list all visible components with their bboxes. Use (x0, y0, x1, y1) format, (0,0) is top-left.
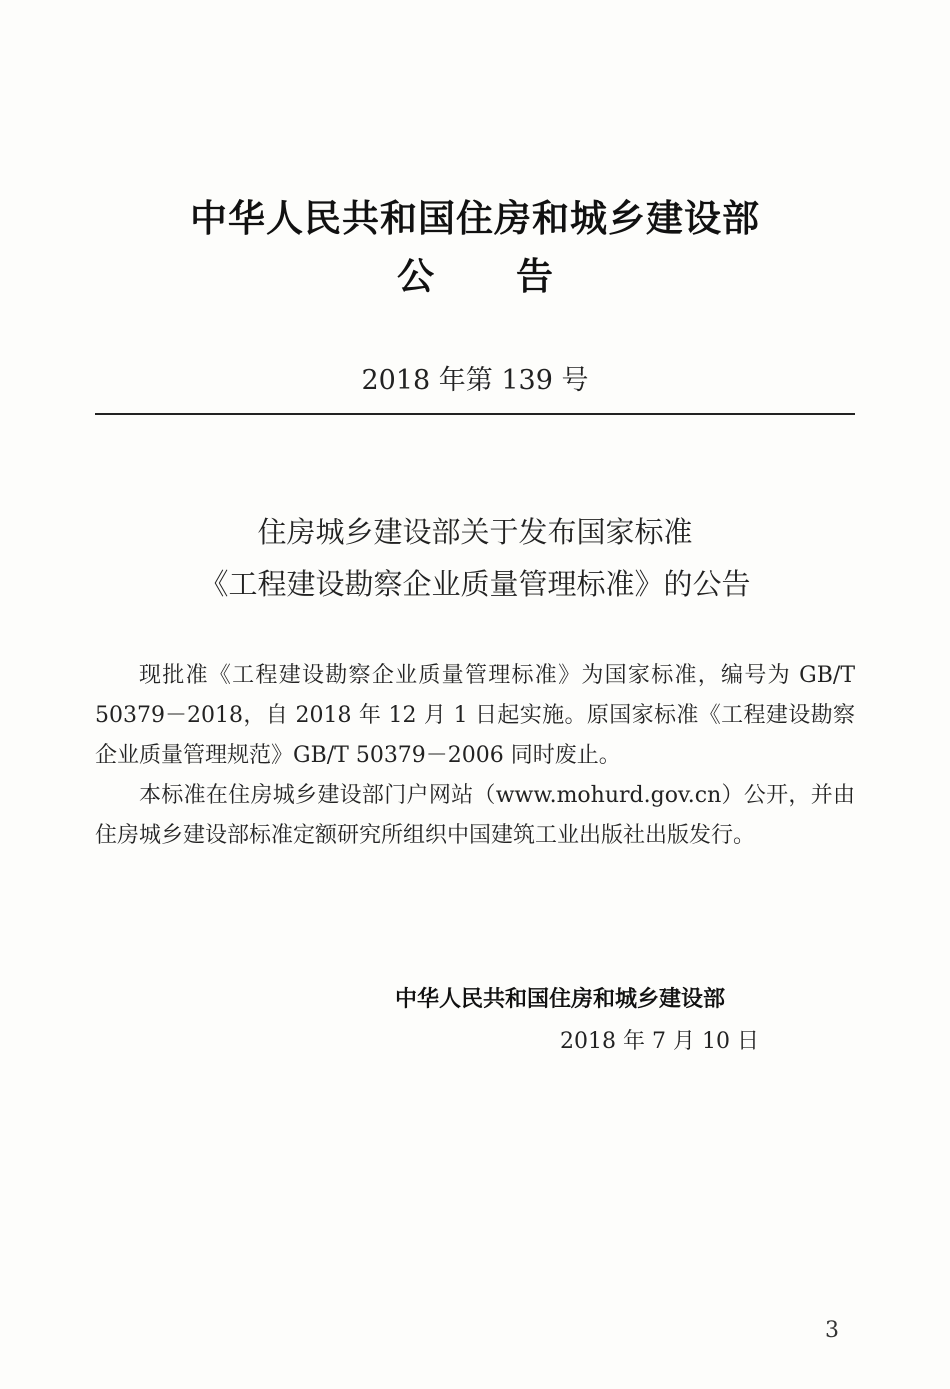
notice-body (95, 656, 855, 856)
body-paragraph-1: 现批准《工程建设勘察企业质量管理标准》为国家标准，编号为 GB/T 50379－2018，自 2018 年 12 月 1 日起实施。原国家标准《工程建设勘察企业质量管理规范》GB/T 50379－2006 同时废止。 (95, 663, 855, 768)
signature-agency: 中华人民共和国住房和城乡建设部 (395, 987, 726, 1012)
page-number: 3 (825, 1318, 839, 1343)
body-paragraph-2: 本标准在住房城乡建设部门户网站（www.mohurd.gov.cn）公开，并由住房城乡建设部标准定额研究所组织中国建筑工业出版社出版发行。 (95, 783, 855, 848)
subject-line-1: 住房城乡建设部关于发布国家标准 (257, 515, 693, 549)
subject-line-2: 《工程建设勘察企业质量管理标准》的公告 (199, 567, 751, 601)
notice-title: 公告 (397, 255, 635, 298)
document-number: 2018 年第 139 号 (361, 365, 589, 396)
agency-title: 中华人民共和国住房和城乡建设部 (190, 197, 760, 240)
notice-subject (0, 506, 950, 610)
signature-date: 2018 年 7 月 10 日 (560, 1029, 759, 1054)
header-divider (95, 413, 855, 415)
